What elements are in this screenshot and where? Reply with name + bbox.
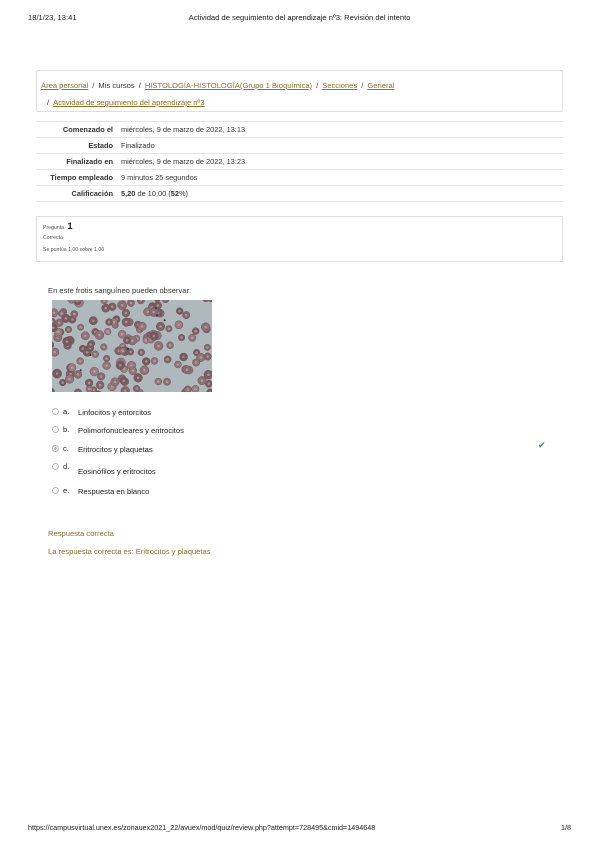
summary-row-time-taken — [36, 170, 563, 186]
cell-pallor — [207, 373, 210, 376]
cell-pallor — [157, 345, 160, 348]
platelet — [127, 348, 129, 350]
breadcrumb-separator: / — [92, 81, 95, 90]
summary-key: Comenzado el — [62, 125, 113, 134]
radio-button[interactable] — [52, 487, 59, 494]
breadcrumb-separator: / — [47, 98, 50, 107]
cell-pallor — [153, 360, 156, 363]
answer-letter: e. — [63, 486, 70, 495]
summary-value: Finalizado — [121, 141, 155, 150]
cell-pallor — [100, 375, 103, 378]
question-number-value: 1 — [67, 221, 73, 231]
cell-pallor — [130, 302, 133, 305]
cell-pallor — [57, 331, 60, 334]
cell-pallor — [126, 339, 129, 342]
cell-pallor — [135, 387, 138, 390]
cell-pallor — [121, 304, 124, 307]
question-state: Correcta — [43, 235, 63, 241]
cell-pallor — [141, 325, 144, 328]
summary-key: Calificación — [71, 189, 113, 198]
cell-pallor — [186, 368, 189, 371]
cell-pallor — [146, 311, 149, 314]
question-number — [43, 221, 556, 231]
breadcrumb-separator: / — [138, 81, 141, 90]
cell-pallor — [79, 360, 82, 363]
cell-pallor — [94, 353, 97, 356]
cell-pallor — [54, 351, 57, 354]
print-date: 18/1/23, 13:41 — [28, 13, 77, 22]
cell-pallor — [106, 330, 109, 333]
cell-pallor — [99, 384, 102, 387]
cell-pallor — [114, 381, 117, 384]
summary-value: miércoles, 9 de marzo de 2022, 13:23 — [121, 157, 246, 166]
answer-text: Polimorfonucleares y eritrocitos — [78, 426, 184, 435]
answer-option-b[interactable] — [52, 423, 552, 437]
blood-smear-image — [52, 300, 212, 392]
cell-pallor — [168, 327, 171, 330]
radio-button[interactable] — [52, 408, 59, 415]
grade-middle: de 10,00 ( — [137, 189, 171, 198]
question-mark: Se puntúa 1,00 sobre 1,00 — [43, 247, 105, 253]
cell-pallor — [65, 317, 68, 320]
cell-pallor — [103, 346, 106, 349]
cell-pallor — [105, 307, 108, 310]
platelet — [80, 369, 82, 371]
cell-pallor — [68, 378, 71, 381]
cell-pallor — [77, 373, 80, 376]
cell-pallor — [201, 379, 204, 382]
cell-pallor — [92, 319, 95, 322]
cell-pallor — [123, 380, 126, 383]
summary-value: 9 minutos 25 segundos — [121, 173, 198, 182]
attempt-summary-table — [36, 121, 563, 202]
breadcrumb-activity[interactable]: Actividad de seguimiento del aprendizaje nº3 — [53, 98, 205, 107]
print-footer — [28, 823, 571, 835]
cell-pallor — [71, 366, 74, 369]
cell-pallor — [152, 311, 155, 314]
feedback-text: Respuesta correcta — [48, 529, 114, 538]
cell-pallor — [137, 377, 140, 380]
cell-pallor — [200, 356, 203, 359]
answer-letter: c. — [63, 444, 69, 453]
cell-pallor — [206, 355, 209, 358]
question-prefix: Pregunta — [43, 225, 65, 231]
print-title: Actividad de seguimiento del aprendizaje nº3: Revisión del intento — [188, 13, 411, 22]
cell-pallor — [157, 380, 160, 383]
red-blood-cell — [52, 341, 54, 349]
radio-button[interactable] — [52, 426, 59, 433]
cell-pallor — [178, 324, 181, 327]
check-icon: ✔ — [538, 440, 546, 450]
cell-pallor — [84, 335, 87, 338]
cell-pallor — [121, 333, 124, 336]
cell-pallor — [82, 347, 85, 350]
cell-pallor — [191, 337, 194, 340]
platelet — [155, 307, 157, 309]
cell-pallor — [89, 343, 92, 346]
cell-pallor — [159, 325, 162, 328]
cell-pallor — [58, 321, 61, 324]
breadcrumb-mis-cursos: Mis cursos — [98, 81, 135, 90]
cell-pallor — [185, 314, 188, 317]
breadcrumb-area-personal[interactable]: Área personal — [41, 81, 89, 90]
platelet — [164, 319, 166, 321]
cell-pallor — [194, 388, 197, 391]
grade-value — [117, 188, 188, 199]
blood-smear-svg — [52, 300, 212, 392]
cell-pallor — [98, 334, 101, 337]
cell-pallor — [93, 370, 96, 373]
feedback-block — [48, 529, 211, 556]
answer-letter: d. — [63, 462, 70, 471]
cell-pallor — [182, 356, 185, 359]
cell-pallor — [169, 344, 172, 347]
red-blood-cell — [52, 388, 55, 392]
summary-row-started — [36, 122, 563, 138]
grade-suffix: %) — [178, 189, 189, 198]
red-blood-cell — [207, 300, 212, 302]
summary-key: Tiempo empleado — [50, 173, 113, 182]
cell-pallor — [60, 312, 63, 315]
cell-pallor — [53, 312, 56, 315]
print-page-number: 1/8 — [561, 823, 571, 832]
cell-pallor — [166, 380, 169, 383]
cell-pallor — [124, 390, 127, 393]
breadcrumb — [36, 70, 563, 112]
cell-pallor — [67, 328, 70, 331]
cell-pallor — [153, 335, 156, 338]
summary-row-grade — [36, 186, 563, 202]
breadcrumb-general[interactable]: General — [367, 81, 395, 90]
right-answer-text: La respuesta correcta es: Eritrocitos y plaquetas — [48, 547, 211, 556]
question-info-box — [36, 216, 563, 262]
cell-pallor — [71, 318, 74, 321]
summary-value: miércoles, 9 de marzo de 2022, 13:13 — [121, 125, 246, 134]
answer-option-c[interactable] — [52, 442, 552, 456]
cell-pallor — [204, 326, 207, 329]
cell-pallor — [195, 361, 198, 364]
cell-pallor — [206, 346, 209, 349]
cell-pallor — [143, 369, 146, 372]
cell-pallor — [180, 336, 183, 339]
print-url: https://campusvirtual.unex.es/zonauex2021_22/avuex/mod/quiz/review.php?attempt=728495&cmid=1494648 — [28, 823, 376, 832]
cell-pallor — [108, 321, 111, 324]
answer-text: Respuesta en blanco — [78, 487, 150, 496]
question-text: En este frotis sanguíneo pueden observar: — [48, 286, 192, 295]
cell-pallor — [145, 360, 148, 363]
cell-pallor — [208, 383, 211, 386]
cell-pallor — [86, 351, 89, 354]
answer-text: Eosinófilos y eritrocitos — [78, 467, 156, 476]
answer-option-d[interactable] — [52, 462, 552, 476]
summary-key: Finalizado en — [66, 157, 113, 166]
grade-score: 5,20 — [121, 189, 136, 198]
cell-pallor — [131, 339, 134, 342]
cell-pallor — [121, 350, 124, 353]
cell-pallor — [79, 326, 82, 329]
radio-button-selected[interactable] — [52, 445, 59, 452]
cell-pallor — [66, 340, 69, 343]
cell-pallor — [166, 358, 169, 361]
cell-pallor — [111, 305, 114, 308]
cell-pallor — [105, 357, 108, 360]
cell-pallor — [56, 372, 59, 375]
print-header — [28, 13, 571, 25]
grade-percent: 52 — [170, 189, 179, 198]
summary-row-state — [36, 138, 563, 154]
radio-button[interactable] — [52, 463, 59, 470]
cell-pallor — [177, 363, 180, 366]
summary-key: Estado — [88, 141, 113, 150]
breadcrumb-separator: / — [361, 81, 364, 90]
cell-pallor — [132, 370, 135, 373]
answer-text: Linfocitos y eritorcitos — [78, 408, 152, 417]
cell-pallor — [130, 364, 133, 367]
summary-row-finished — [36, 154, 563, 170]
cell-pallor — [88, 382, 91, 385]
cell-pallor — [119, 364, 122, 367]
cell-pallor — [187, 388, 190, 391]
cell-pallor — [125, 312, 128, 315]
cell-pallor — [52, 326, 55, 329]
cell-pallor — [140, 351, 143, 354]
breadcrumb-secciones[interactable]: Secciones — [322, 81, 358, 90]
breadcrumb-course[interactable]: HISTOLOGÍA-HISTOLOGÍA(Grupo 1 Bioquímica) — [144, 81, 313, 90]
answer-text: Eritrocitos y plaquetas — [78, 445, 153, 454]
answer-letter: b. — [63, 425, 70, 434]
breadcrumb-separator: / — [316, 81, 319, 90]
platelet — [156, 314, 158, 316]
answer-option-a[interactable] — [52, 405, 552, 419]
cell-pallor — [195, 351, 198, 354]
cell-pallor — [178, 310, 181, 313]
cell-pallor — [88, 388, 91, 391]
cell-pallor — [157, 304, 160, 307]
platelet — [90, 354, 92, 356]
answer-letter: a. — [63, 407, 70, 416]
cell-pallor — [61, 381, 64, 384]
cell-pallor — [105, 364, 108, 367]
cell-pallor — [125, 321, 128, 324]
cell-pallor — [194, 330, 197, 333]
cell-pallor — [73, 313, 76, 316]
red-blood-cell — [154, 300, 160, 302]
answer-option-e[interactable] — [52, 484, 552, 498]
